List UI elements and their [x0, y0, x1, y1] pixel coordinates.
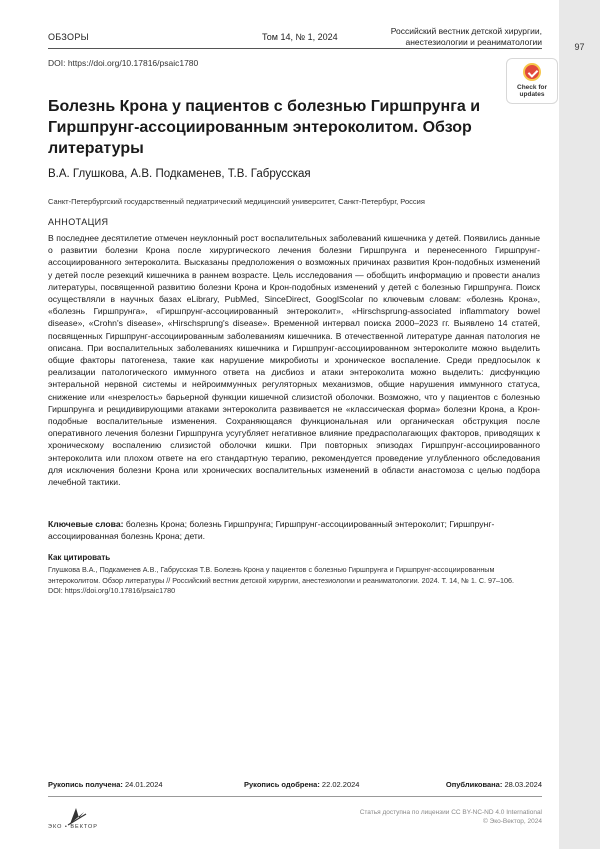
- date-published-value: 28.03.2024: [504, 780, 542, 789]
- citation-doi[interactable]: DOI: https://doi.org/10.17816/psaic1780: [48, 586, 176, 595]
- journal-name-line1: Российский вестник детской хирургии,: [390, 26, 542, 36]
- date-received: [48, 780, 163, 789]
- badge-text-line2: updates: [519, 91, 545, 98]
- keywords: [48, 518, 540, 542]
- check-for-updates-icon: [523, 63, 541, 81]
- page-number: 97: [574, 42, 585, 52]
- badge-text-line1: Check for: [517, 84, 547, 91]
- date-received-value: 24.01.2024: [125, 780, 163, 789]
- authors: В.А. Глушкова, А.В. Подкаменев, Т.В. Габрусская: [48, 168, 311, 180]
- publisher-name: ЭКО • ВЕКТОР: [48, 824, 98, 830]
- article-title: Болезнь Крона у пациентов с болезнью Гиршпрунга и Гиршпрунг-ассоциированным энтероколитом. Обзор литературы: [48, 98, 481, 157]
- date-published: [446, 780, 542, 789]
- footer-divider: [48, 796, 542, 797]
- abstract-heading: АННОТАЦИЯ: [48, 217, 109, 227]
- date-approved: [244, 780, 359, 789]
- publisher-logo-icon: [48, 804, 108, 836]
- volume-info: Том 14, № 1, 2024: [262, 32, 338, 42]
- keywords-label: Ключевые слова:: [48, 519, 124, 529]
- license-line1[interactable]: Статья доступна по лицензии CC BY-NC-ND 4.0 International: [359, 809, 542, 816]
- affiliation: Санкт-Петербургский государственный педиатрический медицинский университет, Санкт-Петербург, Россия: [48, 197, 425, 206]
- page-header: [48, 26, 542, 48]
- date-approved-value: 22.02.2024: [321, 780, 360, 789]
- citation-heading: Как цитировать: [48, 553, 111, 562]
- abstract-text: В последнее десятилетие отмечен неуклонный рост воспалительных заболеваний кишечника у детей. Появились данные о развитии болезни Крона после хирургического лечения болезни Гиршпрунга и перенесенного Гиршпрунг-ассоциированного энтероколита. Высказаны предположения о возможных причинах развития Крон-подобных изменений у детей после резекций кишечника в раннем возрасте. Цель исследования — обобщить информацию и провести анализ литературы, посвященной развитию болезни Крона и Крон-подобных изменений у детей с болезнью Гиршпрунга. Поиск осуществляли в научных базах eLibrary, PubMed, SinceDirect, GooglScolar по ключевым словам: «болезнь Крона», «болезнь Гиршпрунга», «Гиршпрунг-ассоциированный энтероколит», «Hirschsprung-associated inflammatory bowel disease», «Crohn's disease», «Hirschsprung's disease». Временной интервал поиска 2000–2023 гг. Выявлено 14 статей, посвященных Гиршпрунг-ассоциированным заболеваниям кишечника. В отечественной литературе данная патология не описана. При воспалительных заболеваниях кишечника и Гиршпрунг-ассоциированном энтероколите можно выделить общие факторы патогенеза, такие как нарушение микробиоты и хроническое воспаление. Среди предпосылок к реализации патологического иммунного ответа на дисбиоз и атаки энтероколита можно выделить: дисфункцию энтеральной нервной системы и нейроиммунных регуляторных механизмов, общие нарушения иммунного статуса, снижение или «незрелость» барьерной функции кишечной слизистой оболочки. Возможно, что у пациентов с болезнью Гиршпрунга и рецидивирующими атаками энтероколита развивается не «классическая форма» болезни Крона, а Крон-подобные воспалительные изменения. Сохраняющаяся функциональная или органическая обструкция после оперативного лечения болезни Гиршпрунга усугубляет негативное влияние предрасполагающих факторов, приводящих к хроническому воспалению слизистой оболочки кишки. При повторных эпизодах Гиршпрунг-ассоциированного энтероколита или плохом ответе на его стандартную терапию, рекомендуется проведение углубленного обследования для исключения болезни Крона или хронических воспалительных изменений в области анастомоза с целью подбора лечебной тактики.: [48, 233, 540, 488]
- side-strip: [559, 0, 600, 849]
- date-approved-label: Рукопись одобрена:: [244, 780, 320, 789]
- header-divider: [48, 48, 542, 49]
- journal-name-line2: анестезиологии и реаниматологии: [405, 37, 542, 47]
- journal-name: [391, 26, 542, 48]
- article-doi[interactable]: DOI: https://doi.org/10.17816/psaic1780: [48, 58, 199, 68]
- manuscript-dates: [48, 780, 542, 792]
- date-published-label: Опубликована:: [445, 780, 503, 789]
- citation-text: [48, 565, 540, 597]
- date-received-label: Рукопись получена:: [48, 780, 123, 789]
- license-line2: © Эко-Вектор, 2024: [482, 818, 542, 825]
- license-info: [360, 808, 542, 826]
- keywords-text: болезнь Крона; болезнь Гиршпрунга; Гиршпрунг-ассоциированный энтероколит; Гиршпрунг-ассоциированная болезнь Крона; дети.: [48, 519, 495, 542]
- check-for-updates-badge[interactable]: [506, 58, 558, 104]
- section-label: ОБЗОРЫ: [48, 32, 89, 42]
- citation-reference: Глушкова В.А., Подкаменев А.В., Габрусская Т.В. Болезнь Крона у пациентов с болезнью Гиршпрунга и Гиршпрунг-ассоциированным энтероколитом. Обзор литературы // Российский вестник детской хирургии, анестезиологии и реаниматологии. 2024. Т. 14, № 1. С. 97–106.: [48, 565, 515, 585]
- badge-text: [507, 84, 557, 98]
